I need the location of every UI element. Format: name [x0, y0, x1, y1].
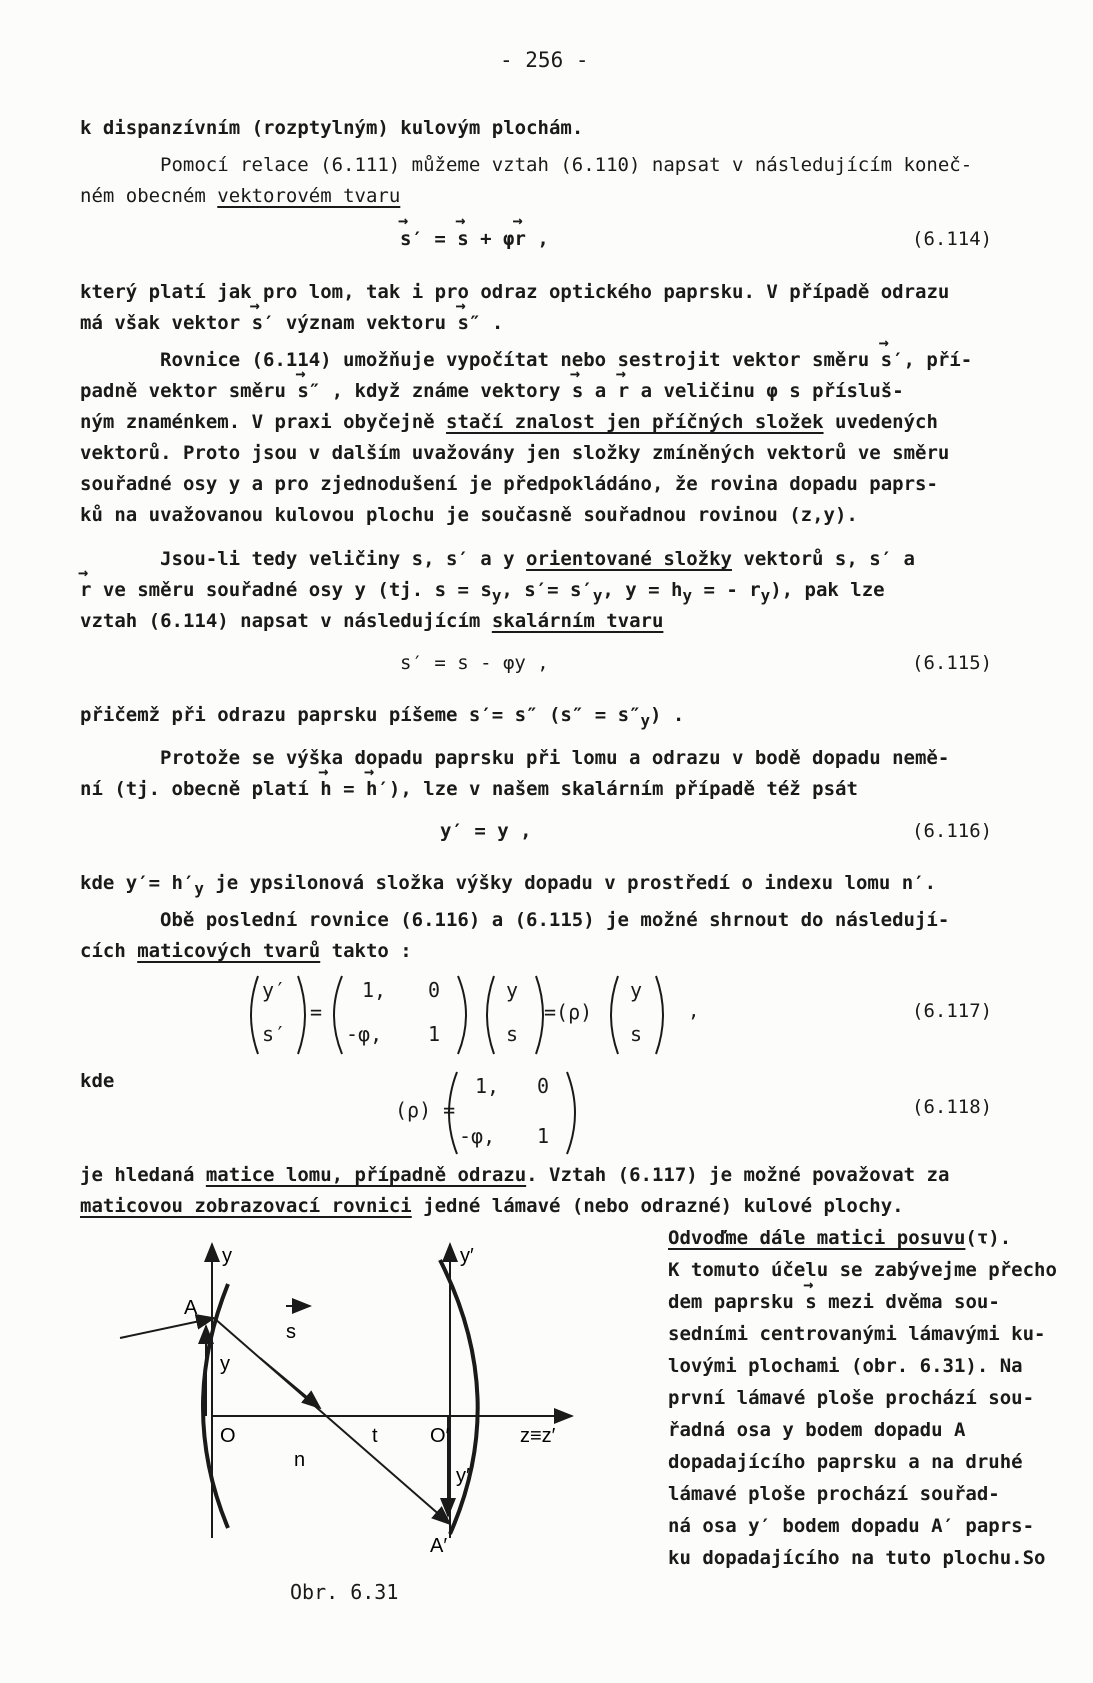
matrix-cell: s′ [262, 1022, 287, 1046]
incident-ray [120, 1318, 214, 1338]
label-A1: A′ [430, 1535, 448, 1557]
text-line: který platí jak pro lom, tak i pro odraz optického paprsku. V případě odrazu [80, 281, 950, 303]
matrix-cell: 1 [537, 1124, 550, 1148]
label-y1-height: y′ [456, 1465, 470, 1487]
text-line: padně vektor směru → s″ , když známe vektory → s a → r a veličinu φ s přísluš- [80, 376, 1040, 407]
matrix-cell: (ρ) = [395, 1098, 456, 1122]
equation-6-114: → s′ = → s + φ→ r , [400, 228, 549, 250]
label-y-height: y [220, 1353, 230, 1375]
matrix-cell: 1 [428, 1022, 441, 1046]
matrix-cell: 0 [537, 1074, 550, 1098]
text-line: Obě poslední rovnice (6.116) a (6.115) je možné shrnout do následují- [160, 909, 950, 931]
side-text-line: K tomuto účelu se zabývejme přecho [668, 1259, 1057, 1281]
equation-number: (6.115) [912, 652, 993, 674]
label-y1: y′ [460, 1245, 474, 1267]
equation-number: (6.116) [912, 820, 993, 842]
matrix-cell: s [506, 1022, 519, 1046]
text-line: souřadné osy y a pro zjednodušení je předpokládáno, že rovina dopadu paprs- [80, 473, 938, 495]
text-line: vektorů. Proto jsou v dalším uvažovány jen složky zmíněných vektorů ve směru [80, 442, 950, 464]
figure-caption: Obr. 6.31 [290, 1580, 399, 1604]
text-line: ném obecném vektorovém tvaru [80, 185, 401, 207]
text-line: kde [80, 1070, 115, 1092]
label-t: t [372, 1425, 378, 1447]
side-text-line: ná osa y′ bodem dopadu A′ paprs- [668, 1515, 1035, 1537]
text-line: Pomocí relace (6.111) můžeme vztah (6.110) napsat v následujícím koneč- [160, 154, 973, 176]
matrix-cell: 1, [362, 978, 387, 1002]
matrix-cell: s [630, 1022, 643, 1046]
text-line: Protože se výška dopadu paprsku při lomu a odrazu v bodě dopadu nemě- [160, 747, 950, 769]
label-A: A [184, 1297, 198, 1319]
text-line: k dispanzívním (rozptylným) kulovým plochám. [80, 117, 584, 139]
side-text-line: řadná osa y bodem dopadu A [668, 1419, 966, 1441]
matrix-cell: y [506, 978, 519, 1002]
side-text-line: dem paprsku → s mezi dvěma sou- [668, 1286, 1088, 1318]
side-text-line: Odvoďme dále matici posuvu(τ). [668, 1227, 1012, 1249]
matrix-cell: y [630, 978, 643, 1002]
equation-6-116: y′ = y , [440, 820, 532, 842]
label-O: O [220, 1425, 236, 1447]
matrix-cell: = [310, 1000, 323, 1024]
label-O1: O′ [430, 1425, 450, 1447]
text-line: je hledaná matice lomu, případně odrazu. Vztah (6.117) je možné považovat za [80, 1164, 950, 1186]
side-text-line: dopadajícího paprsku a na druhé [668, 1451, 1023, 1473]
text-line: ků na uvažovanou kulovou plochu je současně souřadnou rovinou (z,y). [80, 504, 858, 526]
equation-number: (6.114) [912, 228, 993, 250]
text-line: má však vektor → s′ význam vektoru → s″ . [80, 308, 1040, 339]
text-line: Rovnice (6.114) umožňuje vypočítat nebo sestrojit vektor směru → s′, pří- [160, 345, 1093, 376]
equation-6-115: s′ = s - φy , [400, 652, 549, 674]
matrix-cell: 1, [475, 1074, 500, 1098]
matrix-cell: y′ [262, 978, 287, 1002]
side-text-line: sedními centrovanými lámavými ku- [668, 1323, 1046, 1345]
text-line: maticovou zobrazovací rovnici jedné lámavé (nebo odrazné) kulové plochy. [80, 1195, 904, 1217]
text-line: cích maticových tvarů takto : [80, 940, 412, 962]
text-line: kde $y'= h'_y$ je ypsilonová složka výšky dopadu v prostředí o indexu lomu n′. [80, 872, 937, 898]
text-line: ní (tj. obecně platí → h = → h′), lze v našem skalárním případě též psát [80, 774, 1040, 805]
equation-number: (6.117) [912, 1000, 993, 1022]
page-number: - 256 - [500, 48, 589, 72]
text-line: ným znaménkem. V praxi obyčejně stačí znalost jen příčných složek uvedených [80, 411, 938, 433]
equation-number: (6.118) [912, 1096, 993, 1118]
matrix-comma: , [688, 1000, 700, 1022]
matrix-equation-6-117 [240, 970, 680, 1060]
matrix-cell: -φ, [346, 1022, 383, 1046]
matrix-brackets [240, 970, 680, 1060]
side-text-line: ku dopadajícího na tuto plochu.So [668, 1547, 1046, 1569]
label-y: y [222, 1245, 232, 1267]
side-text-line: první lámavé ploše prochází sou- [668, 1387, 1035, 1409]
matrix-cell: =(ρ) [544, 1000, 593, 1024]
label-z: z≡z′ [520, 1425, 556, 1447]
refracted-ray [214, 1318, 450, 1524]
second-surface [440, 1260, 478, 1534]
text-line: vztah (6.114) napsat v následujícím skalárním tvaru [80, 610, 664, 632]
label-s: s [286, 1321, 296, 1343]
matrix-cell: 0 [428, 978, 441, 1002]
matrix-cell: -φ, [459, 1124, 496, 1148]
label-n: n [294, 1449, 306, 1471]
text-line: Jsou-li tedy veličiny s, s′ a y orientované složky vektorů s, s′ a [160, 548, 915, 570]
text-line: přičemž při odrazu paprsku píšeme s′= s″ $(s'' = s''_y)$ . [80, 704, 685, 730]
text-line: → r ve směru souřadné osy y (tj. $s = s_y$, $s'= s'_y$, $y = h_y$ = - $r_y$), pak lze [80, 575, 1040, 611]
optics-figure [110, 1228, 630, 1568]
side-text-line: lovými plochami (obr. 6.31). Na [668, 1355, 1023, 1377]
arrow-ray-mid [260, 1358, 320, 1408]
side-text-line: lámavé ploše prochází souřad- [668, 1483, 1000, 1505]
matrix-equation-6-118 [395, 1068, 605, 1158]
